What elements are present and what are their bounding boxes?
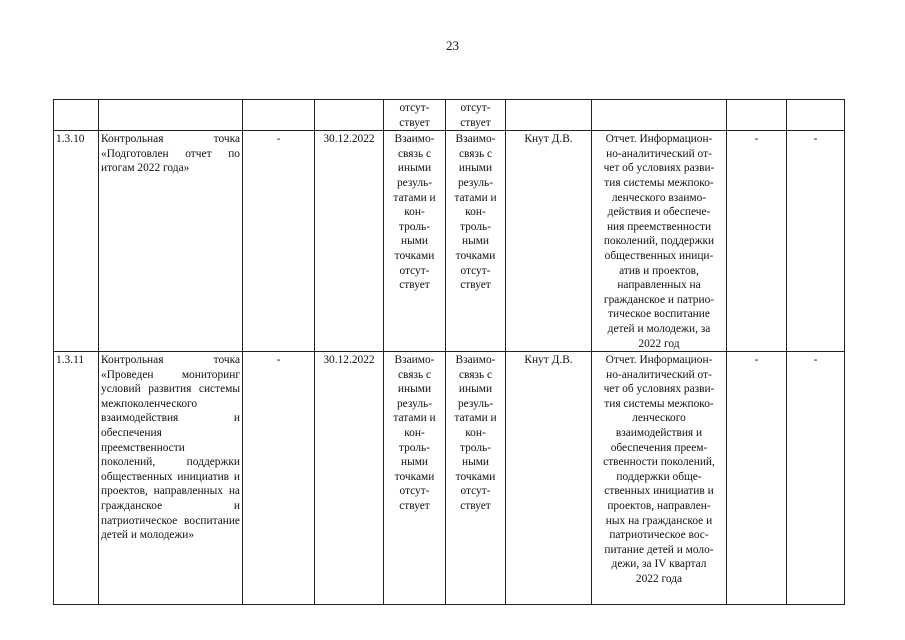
cell-responsible: Кнут Д.В.	[506, 131, 592, 352]
cell-date: 30.12.2022	[315, 131, 384, 352]
cell-date	[315, 100, 384, 131]
cell-document: Отчет. Информацион- но-аналитический от- чет об условиях разви- тия системы межпоко- ленческого взаимодействия и обеспечения преем- ственности поколений, поддержки обще- ственных инициатив и проектов, направлен- ных на гражданское и патриотическое вос- питание детей и моло- дежи, за IV квартал 2022 года	[592, 352, 727, 605]
cell-col3: -	[243, 352, 315, 605]
table-row	[54, 131, 845, 352]
cell-col5: отсут- ствует	[384, 100, 446, 131]
table-row	[54, 352, 845, 605]
cell-col5: Взаимо- связь с иными резуль- татами и кон- троль- ными точками отсут- ствует	[384, 352, 446, 605]
cell-col9: -	[727, 131, 787, 352]
cell-document	[592, 100, 727, 131]
cell-col9: -	[727, 352, 787, 605]
cell-col6: Взаимо- связь с иными резуль- татами и кон- троль- ными точками отсут- ствует	[446, 352, 506, 605]
cell-col9	[727, 100, 787, 131]
cell-num: 1.3.11	[54, 352, 99, 605]
cell-col5: Взаимо- связь с иными резуль- татами и кон- троль- ными точками отсут- ствует	[384, 131, 446, 352]
cell-col10: -	[787, 131, 845, 352]
page-number: 23	[446, 38, 459, 53]
cell-col10	[787, 100, 845, 131]
cell-title: Контрольная точка «Проведен мониторинг условий развития системы межпоколенческого взаимодействия и обеспечения преемственности поколений, поддержки общественных инициатив и проектов, направленных на гражданское и патриотическое воспитание детей и молодежи»	[99, 352, 243, 605]
cell-col3	[243, 100, 315, 131]
cell-responsible	[506, 100, 592, 131]
cell-num: 1.3.10	[54, 131, 99, 352]
cell-title: Контрольная точка «Подготовлен отчет по итогам 2022 года»	[99, 131, 243, 352]
cell-responsible: Кнут Д.В.	[506, 352, 592, 605]
cell-col6: Взаимо- связь с иными резуль- татами и кон- троль- ными точками отсут- ствует	[446, 131, 506, 352]
cell-num	[54, 100, 99, 131]
cell-col3: -	[243, 131, 315, 352]
cell-document: Отчет. Информацион- но-аналитический от- чет об условиях разви- тия системы межпоко- ленческого взаимо- действия и обеспече- ния преемственности поколений, поддержки общественных иници- атив и проектов, направленных на гражданское и патрио- тическое воспитание детей и молодежи, за 2022 год	[592, 131, 727, 352]
plan-table	[53, 99, 845, 605]
cell-col10: -	[787, 352, 845, 605]
cell-title	[99, 100, 243, 131]
cell-col6: отсут- ствует	[446, 100, 506, 131]
cell-date: 30.12.2022	[315, 352, 384, 605]
table-row-carryover	[54, 100, 845, 131]
